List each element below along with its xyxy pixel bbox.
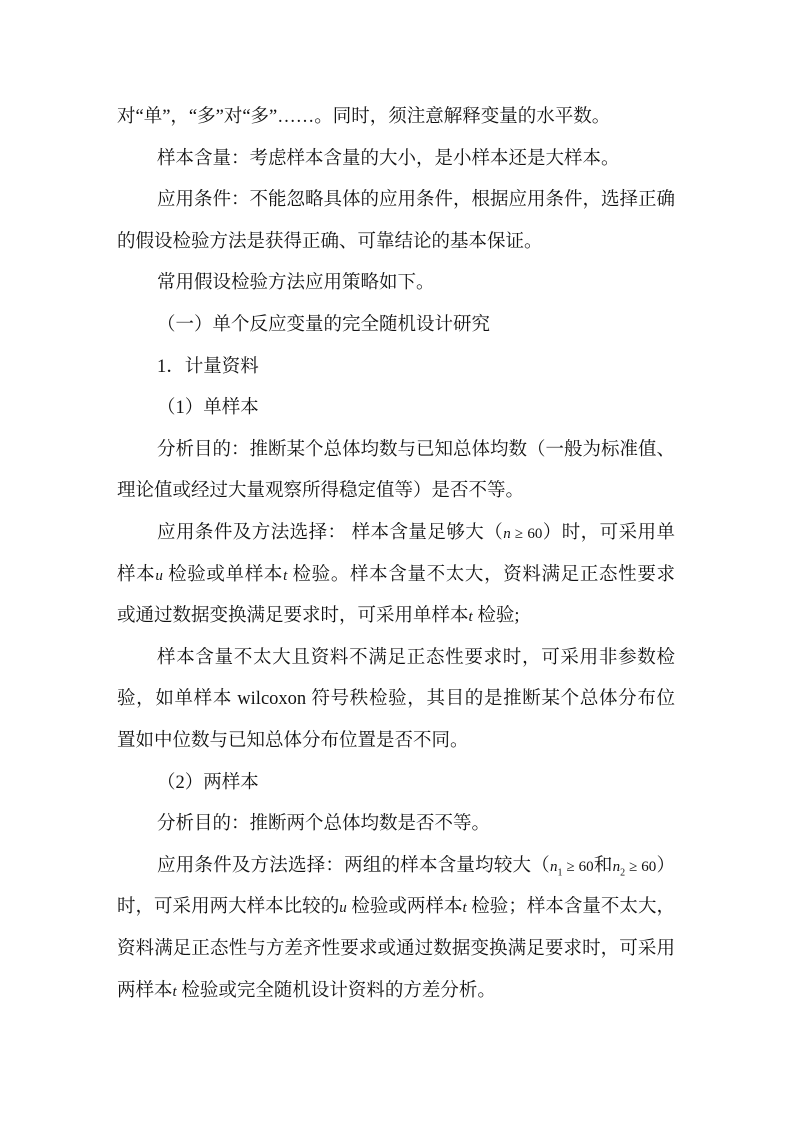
text-line bbox=[117, 895, 675, 920]
text-run: 分析目的：推断两个总体均数是否不等。 bbox=[157, 814, 491, 835]
text-line bbox=[157, 313, 675, 337]
text-run: 检验或完全随机设计资料的方差分析。 bbox=[176, 980, 496, 1001]
text-line bbox=[157, 271, 675, 295]
math-variable: u bbox=[339, 900, 347, 917]
text-line bbox=[117, 729, 675, 753]
text-run: 检验; bbox=[472, 606, 520, 627]
text-run: 置如中位数与已知总体分布位置是否不同。 bbox=[117, 731, 469, 751]
text-run: 应用条件及方法选择：两组的样本含量均较大（ bbox=[157, 855, 550, 876]
text-line bbox=[157, 188, 675, 212]
text-run: 和 bbox=[593, 855, 613, 876]
math-variable: t bbox=[283, 567, 288, 584]
text-line bbox=[157, 771, 675, 795]
text-run: 分析目的：推断某个总体均数与已知总体均数（一般为标准值、 bbox=[157, 439, 676, 460]
text-run: ） bbox=[656, 855, 675, 876]
text-run: 样本含量：考虑样本含量的大小，是小样本还是大样本。 bbox=[157, 148, 620, 169]
text-line bbox=[157, 812, 675, 836]
text-line bbox=[157, 521, 675, 546]
text-line bbox=[117, 937, 675, 961]
text-run: 对“单”，“多”对“多”……。同时，须注意解释变量的水平数。 bbox=[117, 107, 611, 127]
math-subscript: 1 bbox=[557, 867, 563, 879]
text-line bbox=[117, 687, 675, 711]
text-run: 理论值或经过大量观察所得稳定值等）是否不等。 bbox=[117, 481, 525, 502]
text-line bbox=[117, 105, 675, 129]
text-run: 检验。样本含量不太大，资料满足正态性要求 bbox=[287, 564, 675, 585]
math-variable: n bbox=[503, 526, 511, 542]
text-run: 资料满足正态性与方差齐性要求或通过数据变换满足要求时，可采用 bbox=[117, 939, 675, 959]
text-run: 检验或两样本 bbox=[346, 897, 463, 918]
text-line bbox=[157, 396, 675, 420]
math-variable: t bbox=[468, 609, 473, 626]
text-run: ≥ 60 bbox=[562, 858, 594, 875]
text-run: 应用条件及方法选择： 样本含量足够大（ bbox=[157, 523, 504, 543]
text-line bbox=[157, 147, 675, 171]
text-run: 验，如单样本 wilcoxon 符号秩检验，其目的是推断某个总体分布位 bbox=[117, 689, 675, 710]
text-run: （2）两样本 bbox=[157, 772, 259, 793]
text-run: 检验；样本含量不太大， bbox=[466, 897, 675, 918]
text-line bbox=[117, 230, 675, 254]
math-variable: t bbox=[172, 983, 177, 1000]
text-run: （一）单个反应变量的完全随机设计研究 bbox=[157, 315, 491, 335]
text-run: 1．计量资料 bbox=[157, 356, 259, 377]
text-run: ≥ 60 bbox=[510, 526, 543, 542]
text-run: ）时，可采用单 bbox=[542, 523, 675, 543]
text-line bbox=[157, 355, 675, 379]
text-run: 时，可采用两大样本比较的 bbox=[117, 897, 340, 918]
text-run: 的假设检验方法是获得正确、可靠结论的基本保证。 bbox=[117, 231, 543, 252]
text-run: 样本含量不太大且资料不满足正态性要求时，可采用非参数检 bbox=[157, 647, 675, 668]
text-line bbox=[157, 646, 675, 670]
text-run: 两样本 bbox=[117, 980, 173, 1001]
text-line bbox=[117, 479, 675, 503]
text-run: 常用假设检验方法应用策略如下。 bbox=[157, 273, 435, 294]
math-variable: t bbox=[462, 900, 467, 917]
text-line bbox=[117, 604, 675, 629]
text-run: 应用条件：不能忽略具体的应用条件，根据应用条件，选择正确 bbox=[157, 190, 676, 211]
math-variable: n bbox=[612, 858, 621, 875]
text-run: ≥ 60 bbox=[625, 858, 657, 875]
text-run: 或通过数据变换满足要求时，可采用单样本 bbox=[117, 606, 469, 627]
text-run: 检验或单样本 bbox=[162, 564, 284, 585]
text-run: 样本 bbox=[117, 564, 156, 585]
math-variable: u bbox=[155, 567, 163, 584]
text-line bbox=[117, 563, 675, 588]
math-variable: n bbox=[550, 858, 558, 875]
math-subscript: 2 bbox=[620, 867, 626, 879]
text-run: （1）单样本 bbox=[157, 398, 259, 419]
text-line bbox=[157, 438, 675, 462]
text-line bbox=[157, 854, 675, 886]
text-line bbox=[117, 979, 675, 1004]
